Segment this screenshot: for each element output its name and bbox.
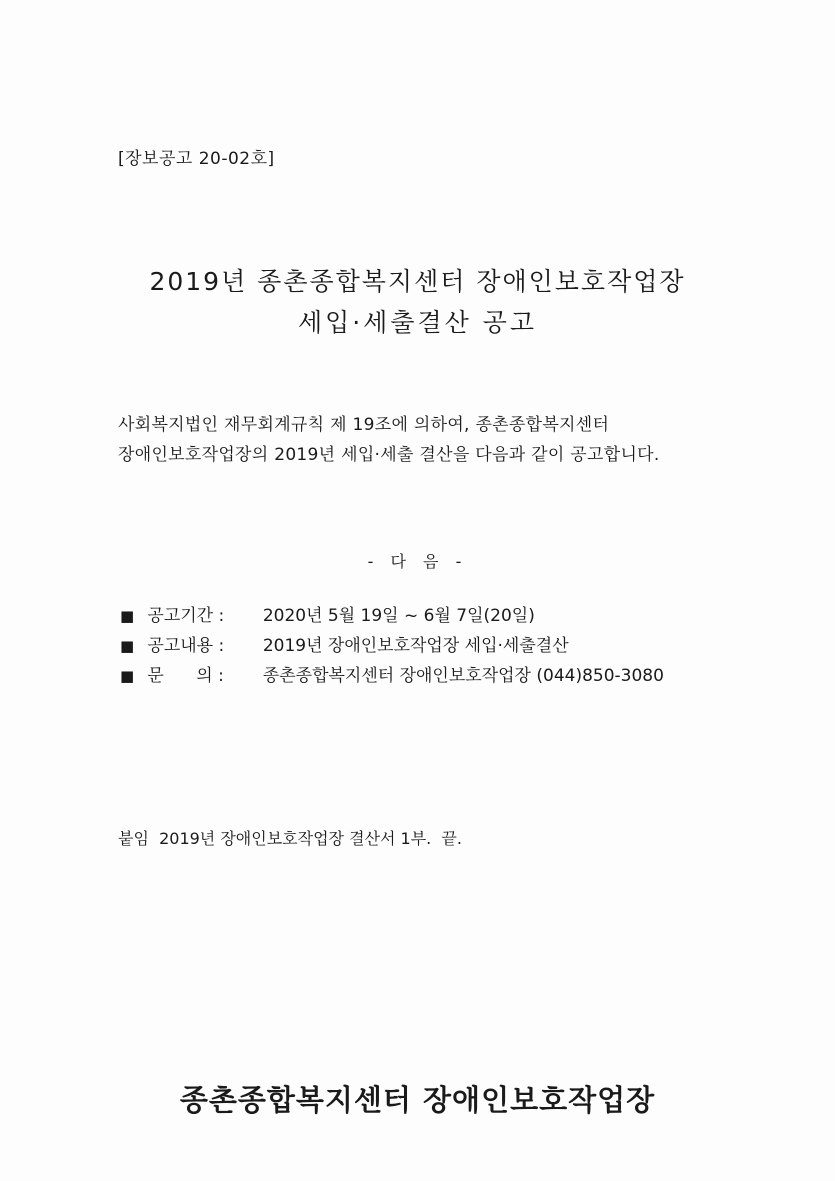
detail-label: 공고기간 : bbox=[147, 606, 225, 626]
attachment-note: 붙임 2019년 장애인보호작업장 결산서 1부. 끝. bbox=[118, 829, 462, 848]
detail-item-contact bbox=[120, 661, 664, 686]
document-title-line-2: 세입·세출결산 공고 bbox=[297, 308, 538, 337]
detail-label: 공고내용 : bbox=[147, 636, 225, 656]
intro-paragraph-line-1: 사회복지법인 재무회계규칙 제 19조에 의하여, 종촌종합복지센터 bbox=[118, 415, 610, 435]
issuing-organization: 종촌종합복지센터 장애인보호작업장 bbox=[179, 1083, 656, 1117]
detail-item-content bbox=[120, 631, 569, 656]
detail-label: 문 의 : bbox=[147, 666, 224, 686]
detail-value: 종촌종합복지센터 장애인보호작업장 (044)850-3080 bbox=[262, 666, 664, 686]
square-bullet-icon: ■ bbox=[120, 637, 135, 655]
detail-value: 2020년 5월 19일 ~ 6월 7일(20일) bbox=[262, 606, 535, 626]
details-heading: - 다 음 - bbox=[367, 552, 468, 571]
detail-value: 2019년 장애인보호작업장 세입·세출결산 bbox=[262, 636, 569, 656]
intro-paragraph-line-2: 장애인보호작업장의 2019년 세입·세출 결산을 다음과 같이 공고합니다. bbox=[118, 445, 660, 465]
square-bullet-icon: ■ bbox=[120, 607, 135, 625]
detail-item-period bbox=[120, 601, 535, 626]
notice-number: [장보공고 20-02호] bbox=[118, 149, 275, 169]
document-title-line-1: 2019년 종촌종합복지센터 장애인보호작업장 bbox=[149, 267, 686, 296]
square-bullet-icon: ■ bbox=[120, 667, 135, 685]
